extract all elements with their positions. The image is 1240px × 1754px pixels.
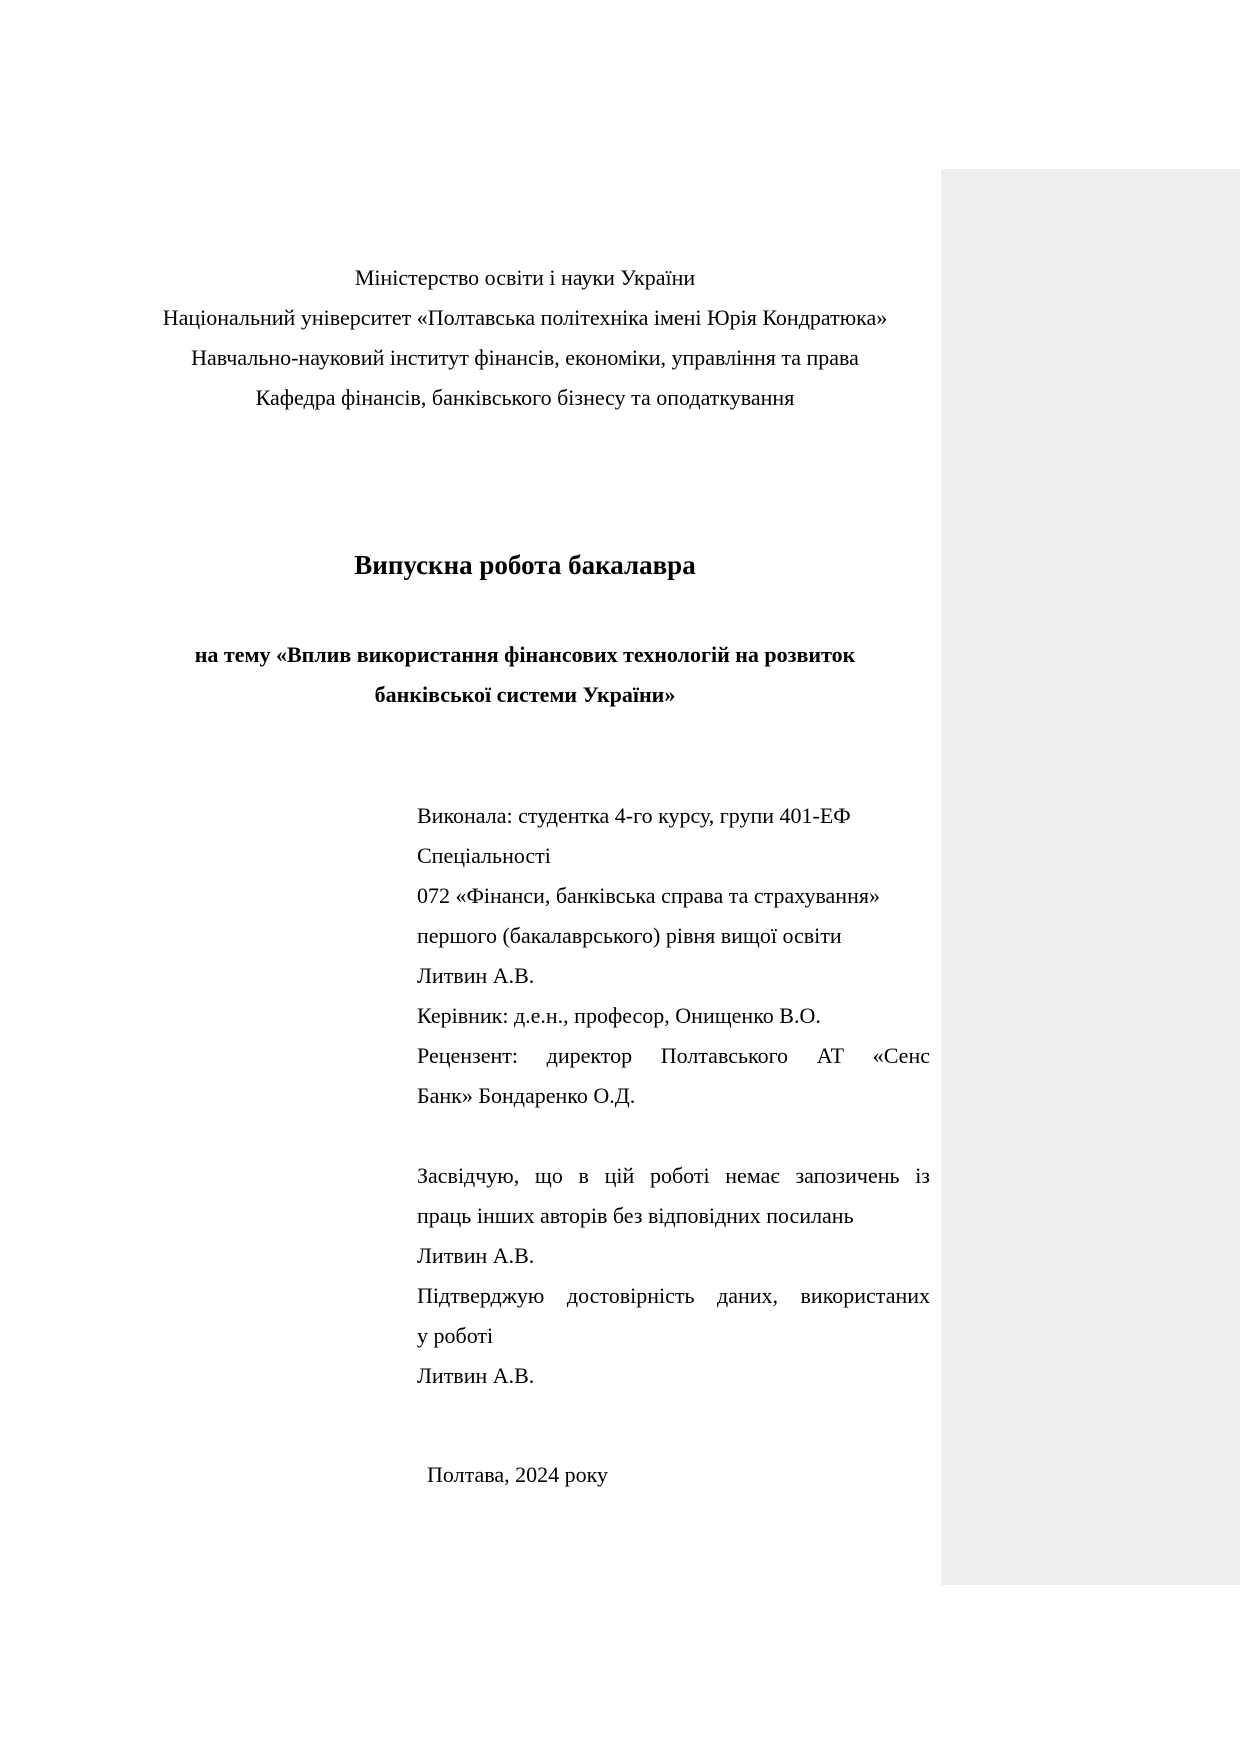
work-title: Випускна робота бакалавра <box>354 550 696 580</box>
confirm-signature: Литвин А.В. <box>417 1363 535 1388</box>
supervisor: Керівник: д.е.н., професор, Онищенко В.О. <box>417 1003 821 1028</box>
topic-line-2: банківської системи України» <box>374 682 676 707</box>
performed-by: Виконала: студентка 4-го курсу, групи 401-ЕФ <box>417 803 851 828</box>
comment-margin-pane <box>941 169 1240 1585</box>
institute-name: Навчально-науковий інститут фінансів, економіки, управління та права <box>191 345 859 370</box>
certify-signature: Литвин А.В. <box>417 1243 535 1268</box>
author-name: Литвин А.В. <box>417 963 535 988</box>
university-name: Національний університет «Полтавська політехніка імені Юрія Кондратюка» <box>162 305 888 330</box>
confirm-line-2: у роботі <box>417 1323 494 1348</box>
department-name: Кафедра фінансів, банківського бізнесу та оподаткування <box>255 385 795 410</box>
specialty-label: Спеціальності <box>417 843 551 868</box>
education-level: першого (бакалаврського) рівня вищої освіти <box>417 923 842 948</box>
spacer <box>417 1116 930 1156</box>
ministry-name: Міністерство освіти і науки України <box>354 265 696 290</box>
author-info-block <box>417 796 930 1396</box>
institution-header <box>100 258 950 418</box>
thesis-topic <box>100 635 950 715</box>
reviewer-line-1: Рецензент: директор Полтавського АТ «Сенс <box>417 1043 930 1068</box>
specialty-name: 072 «Фінанси, банківська справа та страхування» <box>417 883 880 908</box>
topic-line-1: на тему «Вплив використання фінансових технологій на розвиток <box>194 642 856 667</box>
certify-line-1: Засвідчую, що в цій роботі немає запозичень із <box>417 1163 930 1188</box>
certify-line-2: праць інших авторів без відповідних посилань <box>417 1203 854 1228</box>
reviewer-line-2: Банк» Бондаренко О.Д. <box>417 1083 636 1108</box>
confirm-line-1: Підтверджую достовірність даних, використаних <box>417 1283 930 1308</box>
city-year: Полтава, 2024 року <box>427 1462 608 1487</box>
